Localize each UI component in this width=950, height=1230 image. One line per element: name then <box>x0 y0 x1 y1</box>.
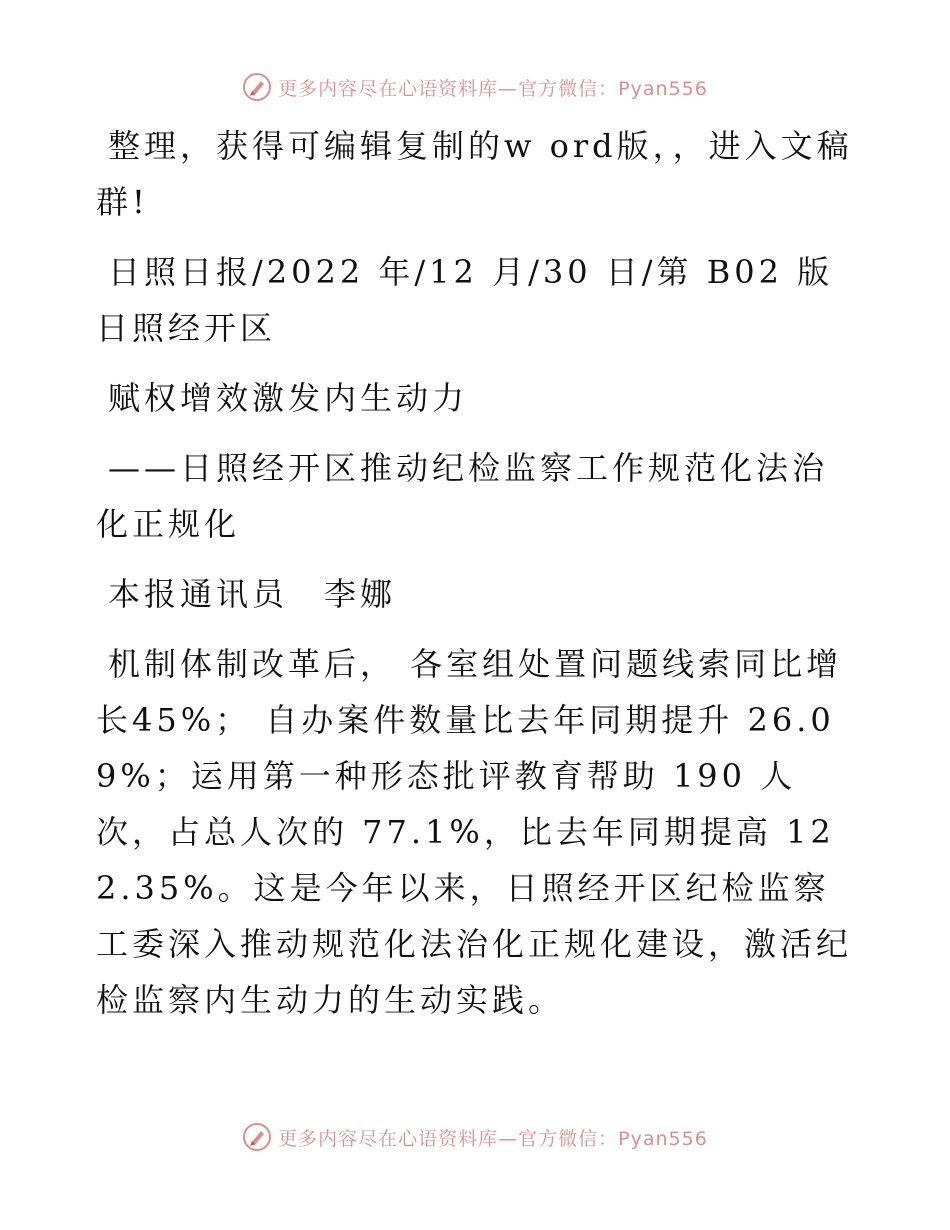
body-paragraph: 机制体制改革后， 各室组处置问题线索同比增长45%； 自办案件数量比去年同期提升 26.09%；运用第一种形态批评教育帮助 190 人次，占总人次的 77.1%，比去年同期提高 122.35%。这是今年以来，日照经开区纪检监察工委深入推动规范化法治化正规化建设，激活纪检监察内生动力的生动实践。 <box>96 645 853 1019</box>
source-line: 日照日报/2022 年/12 月/30 日/第 B02 版日照经开区 <box>96 253 834 347</box>
footer-watermark <box>0 1122 950 1152</box>
article-subtitle: ——日照经开区推动纪检监察工作规范化法治化正规化 <box>96 449 829 543</box>
pen-logo-icon <box>242 1122 272 1152</box>
intro-line: 整理，获得可编辑复制的w ord版，，进入文稿群! <box>96 127 853 221</box>
article-title: 赋权增效激发内生动力 <box>108 379 469 417</box>
watermark-text: 更多内容尽在心语资料库—官方微信：Pyan556 <box>278 77 708 100</box>
byline: 本报通讯员 李娜 <box>108 575 397 613</box>
pen-logo-icon <box>242 72 272 102</box>
document-body <box>96 118 856 1028</box>
header-watermark <box>0 72 950 102</box>
watermark-text: 更多内容尽在心语资料库—官方微信：Pyan556 <box>278 1127 708 1150</box>
